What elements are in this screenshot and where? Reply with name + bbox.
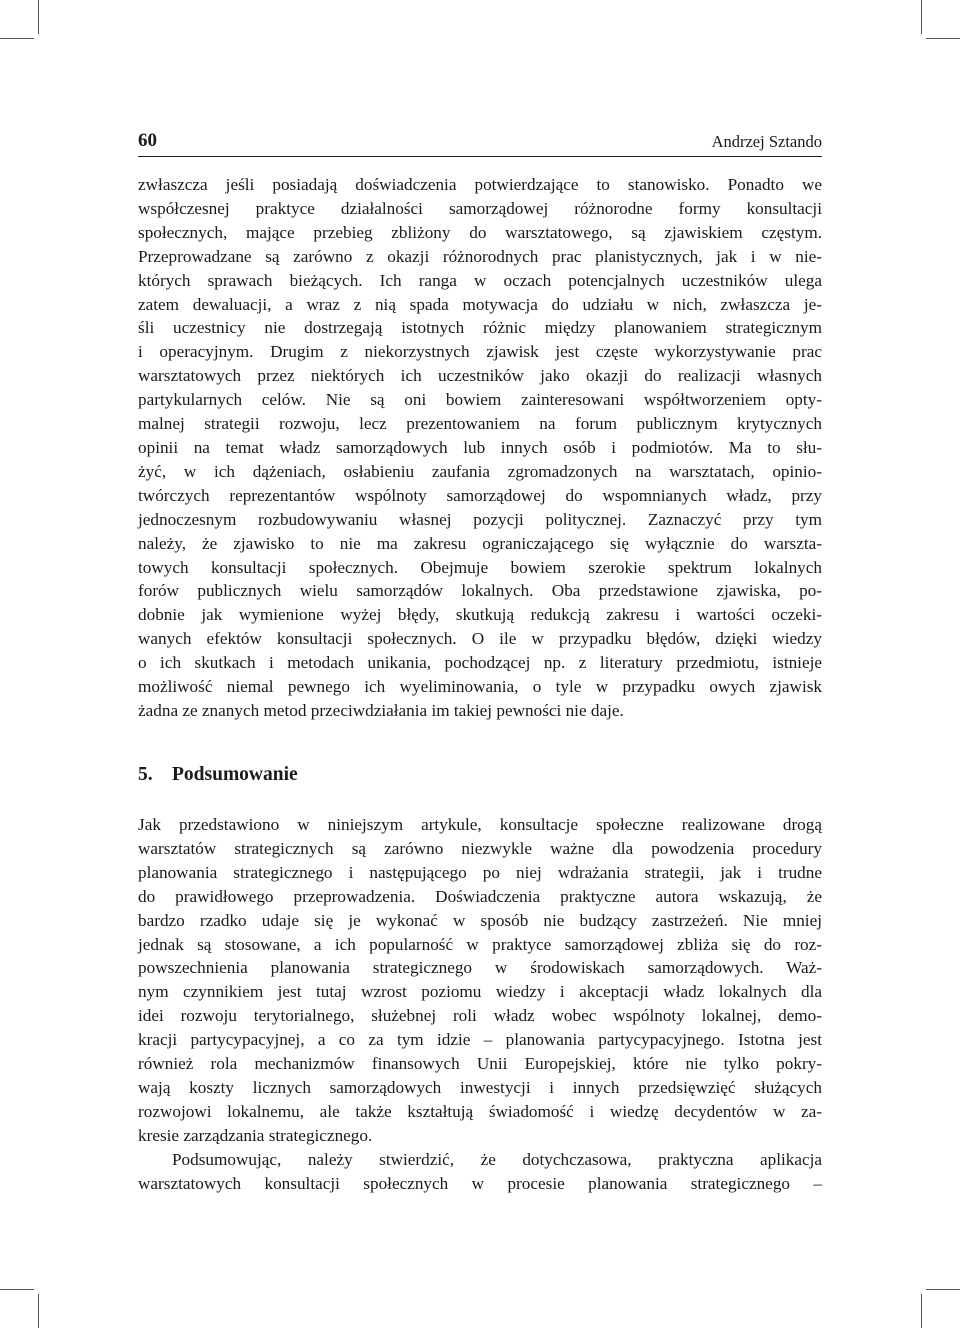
text-line: wają koszty licznych samorządowych inwestycji i innych przedsięwzięć służących xyxy=(138,1077,822,1097)
crop-mark xyxy=(0,1289,34,1290)
text-line: idei rozwoju terytorialnego, służebnej roli władz wobec wspólnoty lokalnej, demo- xyxy=(138,1006,822,1026)
text-line: również rola mechanizmów finansowych Unii Europejskiej, które nie tylko pokry- xyxy=(138,1054,822,1074)
text-line: opinii na temat władz samorządowych lub innych osób i podmiotów. Ma to słu- xyxy=(138,437,822,457)
paragraph xyxy=(138,813,822,1148)
body-paragraph-2 xyxy=(138,813,822,1196)
section-title: Podsumowanie xyxy=(172,764,298,785)
text-line: powszechnienia planowania strategicznego w środowiskach samorządowych. Waż- xyxy=(138,958,822,978)
text-line: Jak przedstawiono w niniejszym artykule, konsultacje społeczne realizowane drogą xyxy=(138,815,822,834)
text-line: forów publicznych wielu samorządów lokalnych. Oba przedstawione zjawiska, po- xyxy=(138,581,822,601)
text-line: kresie zarządzania strategicznego. xyxy=(138,1125,373,1145)
text-line: planowania strategicznego i następującego po niej wdrażania strategii, jak i trudne xyxy=(138,862,822,882)
crop-mark xyxy=(926,38,960,39)
text-line: dobnie jak wymienione wyżej błędy, skutkują redukcją zakresu i wartości oczeki- xyxy=(138,605,822,625)
text-line: żyć, w ich dążeniach, osłabieniu zaufania zgromadzonych na warsztatach, opinio- xyxy=(138,461,822,481)
section-number: 5. xyxy=(138,764,153,785)
text-line: malnej strategii rozwoju, lecz prezentowaniem na forum publicznym krytycznych xyxy=(138,414,822,434)
text-line: warsztatowych przez niektórych ich uczestników jako okazji do realizacji własnych xyxy=(138,366,822,386)
page-number: 60 xyxy=(138,130,157,151)
text-line: rozwojowi lokalnemu, ale także kształtują świadomość i wiedzę decydentów w za- xyxy=(138,1101,822,1121)
paragraph-indented xyxy=(138,1148,822,1196)
text-line: których sprawach bieżących. Ich ranga w oczach potencjalnych uczestników ulega xyxy=(138,270,822,290)
text-line: żadna ze znanych metod przeciwdziałania im takiej pewności nie daje. xyxy=(138,700,624,720)
page-header xyxy=(138,128,822,157)
text-line: możliwość niemal pewnego ich wyeliminowania, o tyle w przypadku owych zjawisk xyxy=(138,677,822,697)
text-line: towych konsultacji społecznych. Obejmuje bowiem szerokie spektrum lokalnych xyxy=(138,557,822,577)
text-line: kracji partycypacyjnej, a co za tym idzie – planowania partycypacyjnego. Istotna jest xyxy=(138,1030,822,1050)
text-line: bardzo rzadko udaje się je wykonać w sposób nie budzący zastrzeżeń. Nie mniej xyxy=(138,910,822,930)
text-line: jednoczesnym rozbudowywaniu własnej pozycji politycznej. Zaznaczyć przy tym xyxy=(138,509,822,529)
text-line: partykularnych celów. Nie są oni bowiem zainteresowani współtworzeniem opty- xyxy=(138,390,822,410)
text-line: warsztatowych konsultacji społecznych w procesie planowania strategicznego – xyxy=(138,1173,822,1193)
text-line: Przeprowadzane są zarówno z okazji różnorodnych prac planistycznych, jak i w nie- xyxy=(138,246,822,266)
text-line: i operacyjnym. Drugim z niekorzystnych zjawisk jest częste wykorzystywanie prac xyxy=(138,342,822,362)
crop-mark xyxy=(921,1294,922,1328)
text-line: śli uczestnicy nie dostrzegają istotnych różnic między planowaniem strategicznym xyxy=(138,318,822,338)
text-line: twórczych reprezentantów wspólnoty samorządowej do wspomnianych władz, przy xyxy=(138,485,822,505)
text-line: należy, że zjawisko to nie ma zakresu ograniczającego się wyłącznie do warszta- xyxy=(138,533,822,553)
paragraph xyxy=(138,173,822,723)
text-line: jednak są stosowane, a ich popularność w praktyce samorządowej zbliża się do roz- xyxy=(138,934,822,954)
running-head-author: Andrzej Sztando xyxy=(711,132,822,151)
text-line: o ich skutkach i metodach unikania, pochodzącej np. z literatury przedmiotu, istnieje xyxy=(138,653,822,673)
text-line: zatem dewaluacji, a wraz z nią spada motywacja do udziału w nich, zwłaszcza je- xyxy=(138,294,822,314)
section-heading xyxy=(138,761,298,789)
text-line: wanych efektów konsultacji społecznych. O ile w przypadku błędów, dzięki wiedzy xyxy=(138,629,822,649)
text-line: zwłaszcza jeśli posiadają doświadczenia potwierdzające to stanowisko. Ponadto we xyxy=(138,175,822,194)
text-line: Podsumowując, należy stwierdzić, że dotychczasowa, praktyczna aplikacja xyxy=(172,1149,822,1169)
body-paragraph-1 xyxy=(138,173,822,723)
crop-mark xyxy=(0,38,34,39)
crop-mark xyxy=(926,1289,960,1290)
crop-mark xyxy=(921,0,922,34)
crop-mark xyxy=(38,1294,39,1328)
text-line: społecznych, mające przebieg zbliżony do warsztatowego, są zjawiskiem częstym. xyxy=(138,222,822,242)
text-line: warsztatów strategicznych są zarówno niezwykle ważne dla powodzenia procedury xyxy=(138,838,822,858)
text-line: nym czynnikiem jest tutaj wzrost poziomu wiedzy i akceptacji władz lokalnych dla xyxy=(138,982,822,1002)
text-line: współczesnej praktyce działalności samorządowej różnorodne formy konsultacji xyxy=(138,198,822,218)
crop-mark xyxy=(38,0,39,34)
text-line: do prawidłowego przeprowadzenia. Doświadczenia praktyczne autora wskazują, że xyxy=(138,886,822,906)
